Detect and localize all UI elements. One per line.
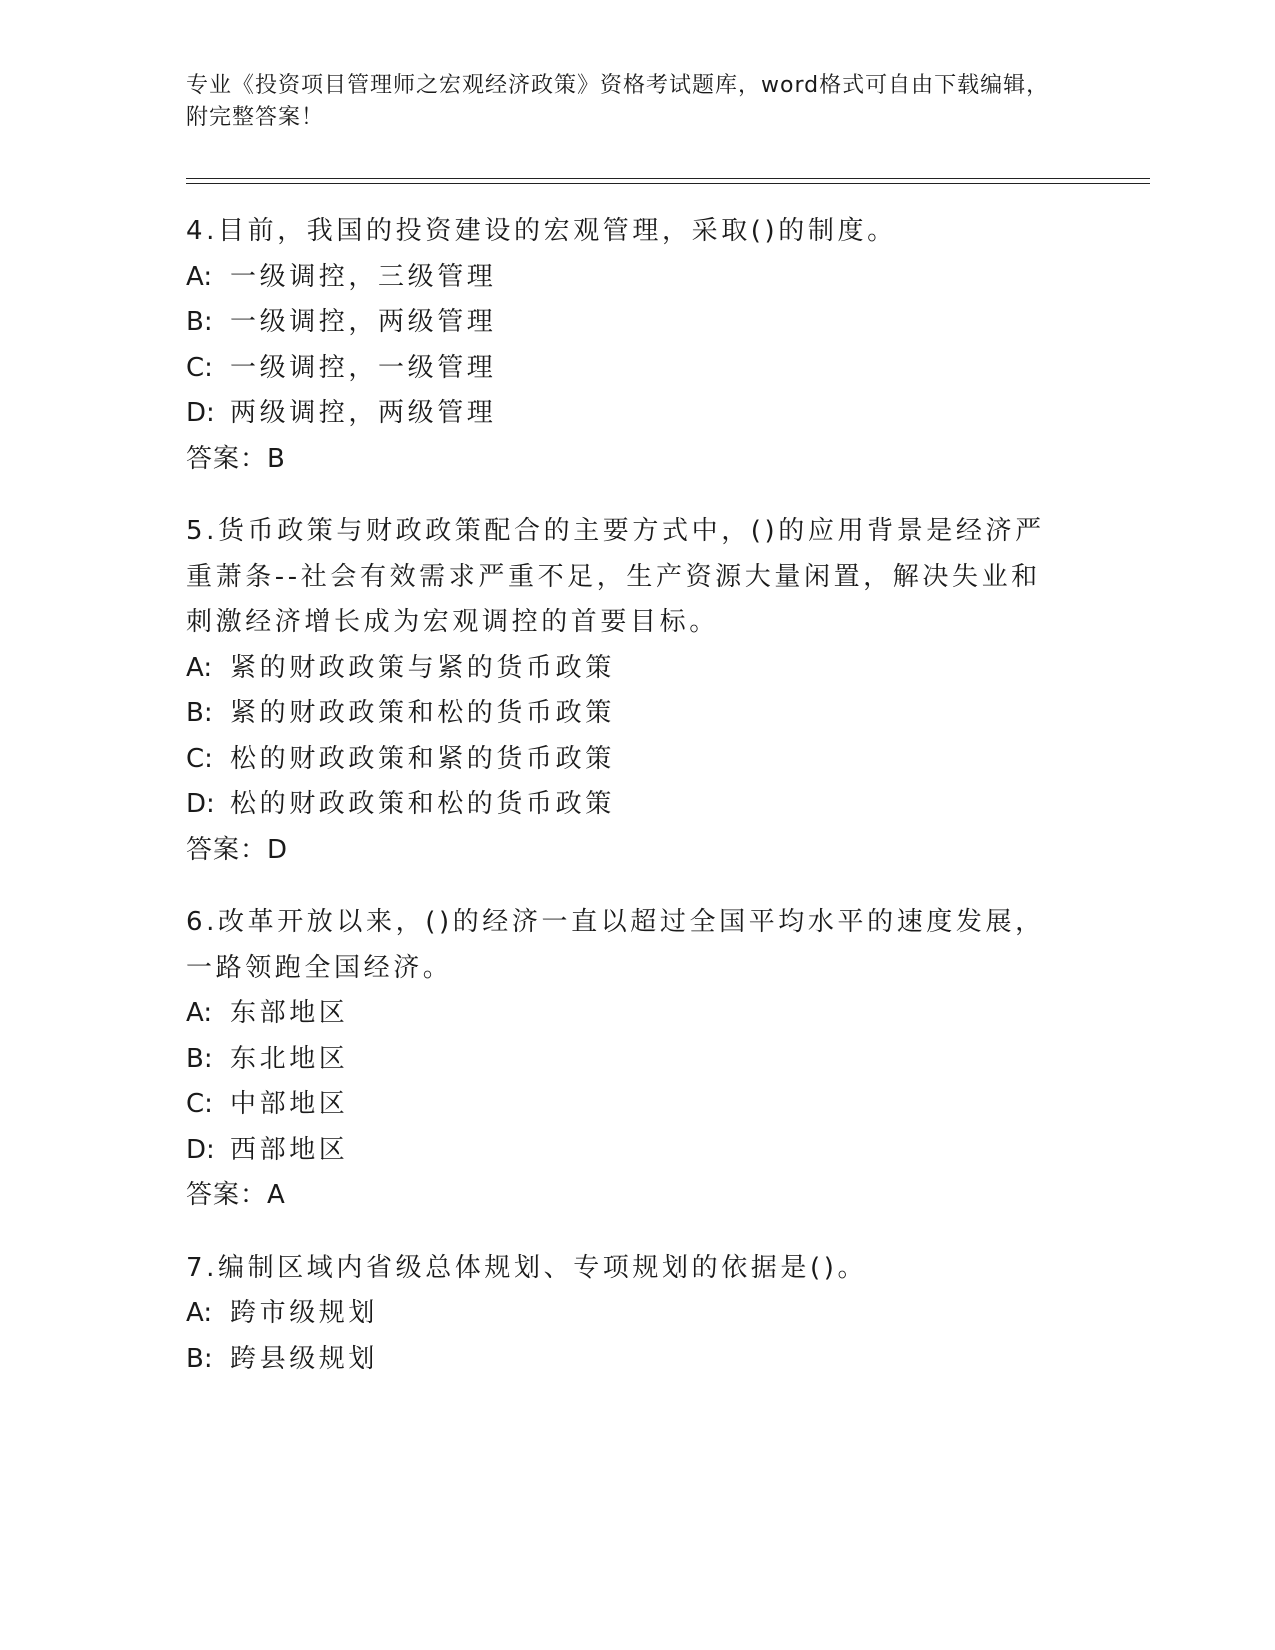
option-text: 东部地区 — [230, 998, 349, 1028]
option-text: 跨市级规划 — [230, 1298, 379, 1328]
option-a — [186, 991, 1066, 1037]
option-b — [186, 691, 1066, 737]
option-letter: A: — [186, 1298, 213, 1328]
option-c — [186, 1082, 1066, 1128]
option-text: 中部地区 — [230, 1089, 349, 1119]
option-b — [186, 1037, 1066, 1083]
option-letter: B: — [186, 1343, 213, 1374]
option-letter: B: — [186, 307, 213, 337]
option-letter: A: — [186, 261, 213, 292]
question-list — [186, 209, 1066, 1409]
question-stem: 7.编制区域内省级总体规划、专项规划的依据是()。 — [186, 1252, 868, 1283]
option-letter: C: — [186, 1089, 213, 1119]
question-7 — [186, 1246, 1066, 1383]
option-text: 一级调控，两级管理 — [230, 307, 497, 337]
question-stem: 6.改革开放以来，()的经济一直以超过全国平均水平的速度发展，一路领跑全国经济。 — [186, 907, 1045, 983]
option-letter: B: — [186, 698, 213, 728]
option-d — [186, 391, 1066, 437]
option-text: 一级调控，一级管理 — [230, 352, 497, 383]
option-text: 两级调控，两级管理 — [230, 398, 497, 428]
option-a — [186, 255, 1066, 301]
option-b — [186, 300, 1066, 346]
option-letter: D: — [186, 1134, 215, 1165]
header-rule-top — [186, 178, 1150, 179]
option-text: 松的财政政策和松的货币政策 — [230, 789, 615, 819]
question-stem: 5.货币政策与财政政策配合的主要方式中，()的应用背景是经济严重萧条--社会有效需求严重不足，生产资源大量闲置，解决失业和刺激经济增长成为宏观调控的首要目标。 — [186, 516, 1045, 637]
option-letter: A: — [186, 652, 213, 683]
option-c — [186, 737, 1066, 783]
option-letter: D: — [186, 789, 215, 819]
header-rule-bottom — [186, 183, 1150, 184]
option-letter: C: — [186, 743, 213, 774]
option-letter: C: — [186, 352, 213, 383]
option-letter: A: — [186, 998, 213, 1028]
option-text: 紧的财政政策与紧的货币政策 — [230, 652, 615, 683]
question-stem: 4.目前，我国的投资建设的宏观管理，采取()的制度。 — [186, 216, 897, 246]
document-header: 专业《投资项目管理师之宏观经济政策》资格考试题库，word格式可自由下载编辑，附完整答案！ — [186, 73, 1050, 130]
answer-line: 答案：D — [186, 834, 289, 865]
option-text: 西部地区 — [230, 1134, 349, 1165]
option-b — [186, 1337, 1066, 1383]
option-letter: D: — [186, 398, 215, 428]
option-c — [186, 346, 1066, 392]
option-text: 一级调控，三级管理 — [230, 261, 497, 292]
question-4 — [186, 209, 1066, 482]
option-text: 松的财政政策和紧的货币政策 — [230, 743, 615, 774]
option-text: 东北地区 — [230, 1043, 349, 1074]
question-6 — [186, 900, 1066, 1219]
answer-line: 答案：A — [186, 1180, 286, 1210]
option-d — [186, 1128, 1066, 1174]
option-text: 紧的财政政策和松的货币政策 — [230, 698, 615, 728]
option-a — [186, 646, 1066, 692]
option-d — [186, 782, 1066, 828]
option-a — [186, 1291, 1066, 1337]
question-5 — [186, 509, 1066, 873]
option-letter: B: — [186, 1043, 213, 1074]
option-text: 跨县级规划 — [230, 1343, 379, 1374]
answer-line: 答案：B — [186, 443, 286, 474]
